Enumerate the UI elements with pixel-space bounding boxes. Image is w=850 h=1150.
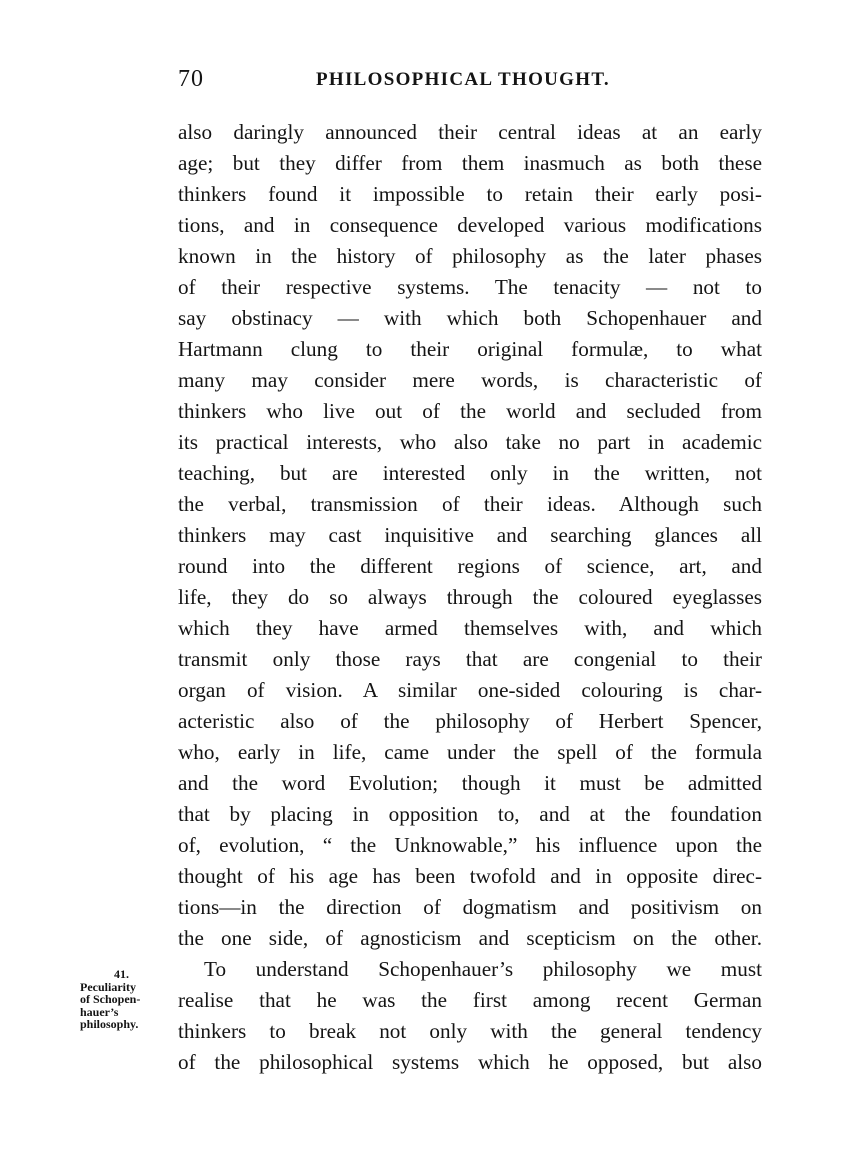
margin-note bbox=[80, 968, 166, 1031]
text-line: acteristic also of the philosophy of Herbert Spencer, bbox=[178, 709, 762, 733]
running-title: PHILOSOPHICAL THOUGHT. bbox=[316, 69, 610, 90]
text-line: also daringly announced their central ideas at an early bbox=[178, 120, 762, 144]
text-line: many may consider mere words, is characteristic of bbox=[178, 368, 762, 392]
running-head bbox=[178, 64, 762, 94]
text-line: transmit only those rays that are congenial to their bbox=[178, 647, 762, 671]
text-line: say obstinacy — with which both Schopenhauer and bbox=[178, 306, 762, 330]
text-line: age; but they differ from them inasmuch as both these bbox=[178, 151, 762, 175]
text-line: life, they do so always through the coloured eyeglasses bbox=[178, 585, 762, 609]
text-line: of their respective systems. The tenacity — not to bbox=[178, 275, 762, 299]
text-line: realise that he was the first among recent German bbox=[178, 988, 762, 1012]
text-line: organ of vision. A similar one-sided colouring is char- bbox=[178, 678, 762, 702]
margin-note-number: 41. bbox=[114, 967, 129, 981]
text-line: teaching, but are interested only in the written, not bbox=[178, 461, 762, 485]
text-line: of the philosophical systems which he opposed, but also bbox=[178, 1050, 762, 1074]
margin-note-line: of Schopen- bbox=[80, 992, 141, 1006]
text-line: thinkers may cast inquisitive and searching glances all bbox=[178, 523, 762, 547]
text-line: the verbal, transmission of their ideas. Although such bbox=[178, 492, 762, 516]
text-line: tions—in the direction of dogmatism and positivism on bbox=[178, 895, 762, 919]
margin-note-line: philosophy. bbox=[80, 1017, 139, 1031]
text-line: thinkers who live out of the world and secluded from bbox=[178, 399, 762, 423]
text-line: thought of his age has been twofold and in opposite direc- bbox=[178, 864, 762, 888]
text-line: round into the different regions of science, art, and bbox=[178, 554, 762, 578]
margin-note-line: hauer’s bbox=[80, 1004, 119, 1019]
page-number: 70 bbox=[178, 66, 204, 92]
text-line: who, early in life, came under the spell of the formula bbox=[178, 740, 762, 764]
text-line: of, evolution, “ the Unknowable,” his influence upon the bbox=[178, 833, 762, 857]
text-line: its practical interests, who also take no part in academic bbox=[178, 430, 762, 454]
text-line: which they have armed themselves with, and which bbox=[178, 616, 762, 640]
text-line: the one side, of agnosticism and scepticism on the other. bbox=[178, 926, 762, 950]
body-text bbox=[178, 117, 762, 1078]
margin-note-line: Peculiarity bbox=[80, 979, 136, 994]
text-line: thinkers to break not only with the general tendency bbox=[178, 1019, 762, 1043]
text-line: and the word Evolution; though it must be admitted bbox=[178, 771, 762, 795]
text-line: tions, and in consequence developed various modifications bbox=[178, 213, 762, 237]
text-line: Hartmann clung to their original formulæ, to what bbox=[178, 337, 762, 361]
text-line: that by placing in opposition to, and at the foundation bbox=[178, 802, 762, 826]
text-line: thinkers found it impossible to retain their early posi- bbox=[178, 182, 762, 206]
text-line: known in the history of philosophy as the later phases bbox=[178, 244, 762, 268]
paragraph-start-line: To understand Schopenhauer’s philosophy we must bbox=[204, 957, 762, 981]
